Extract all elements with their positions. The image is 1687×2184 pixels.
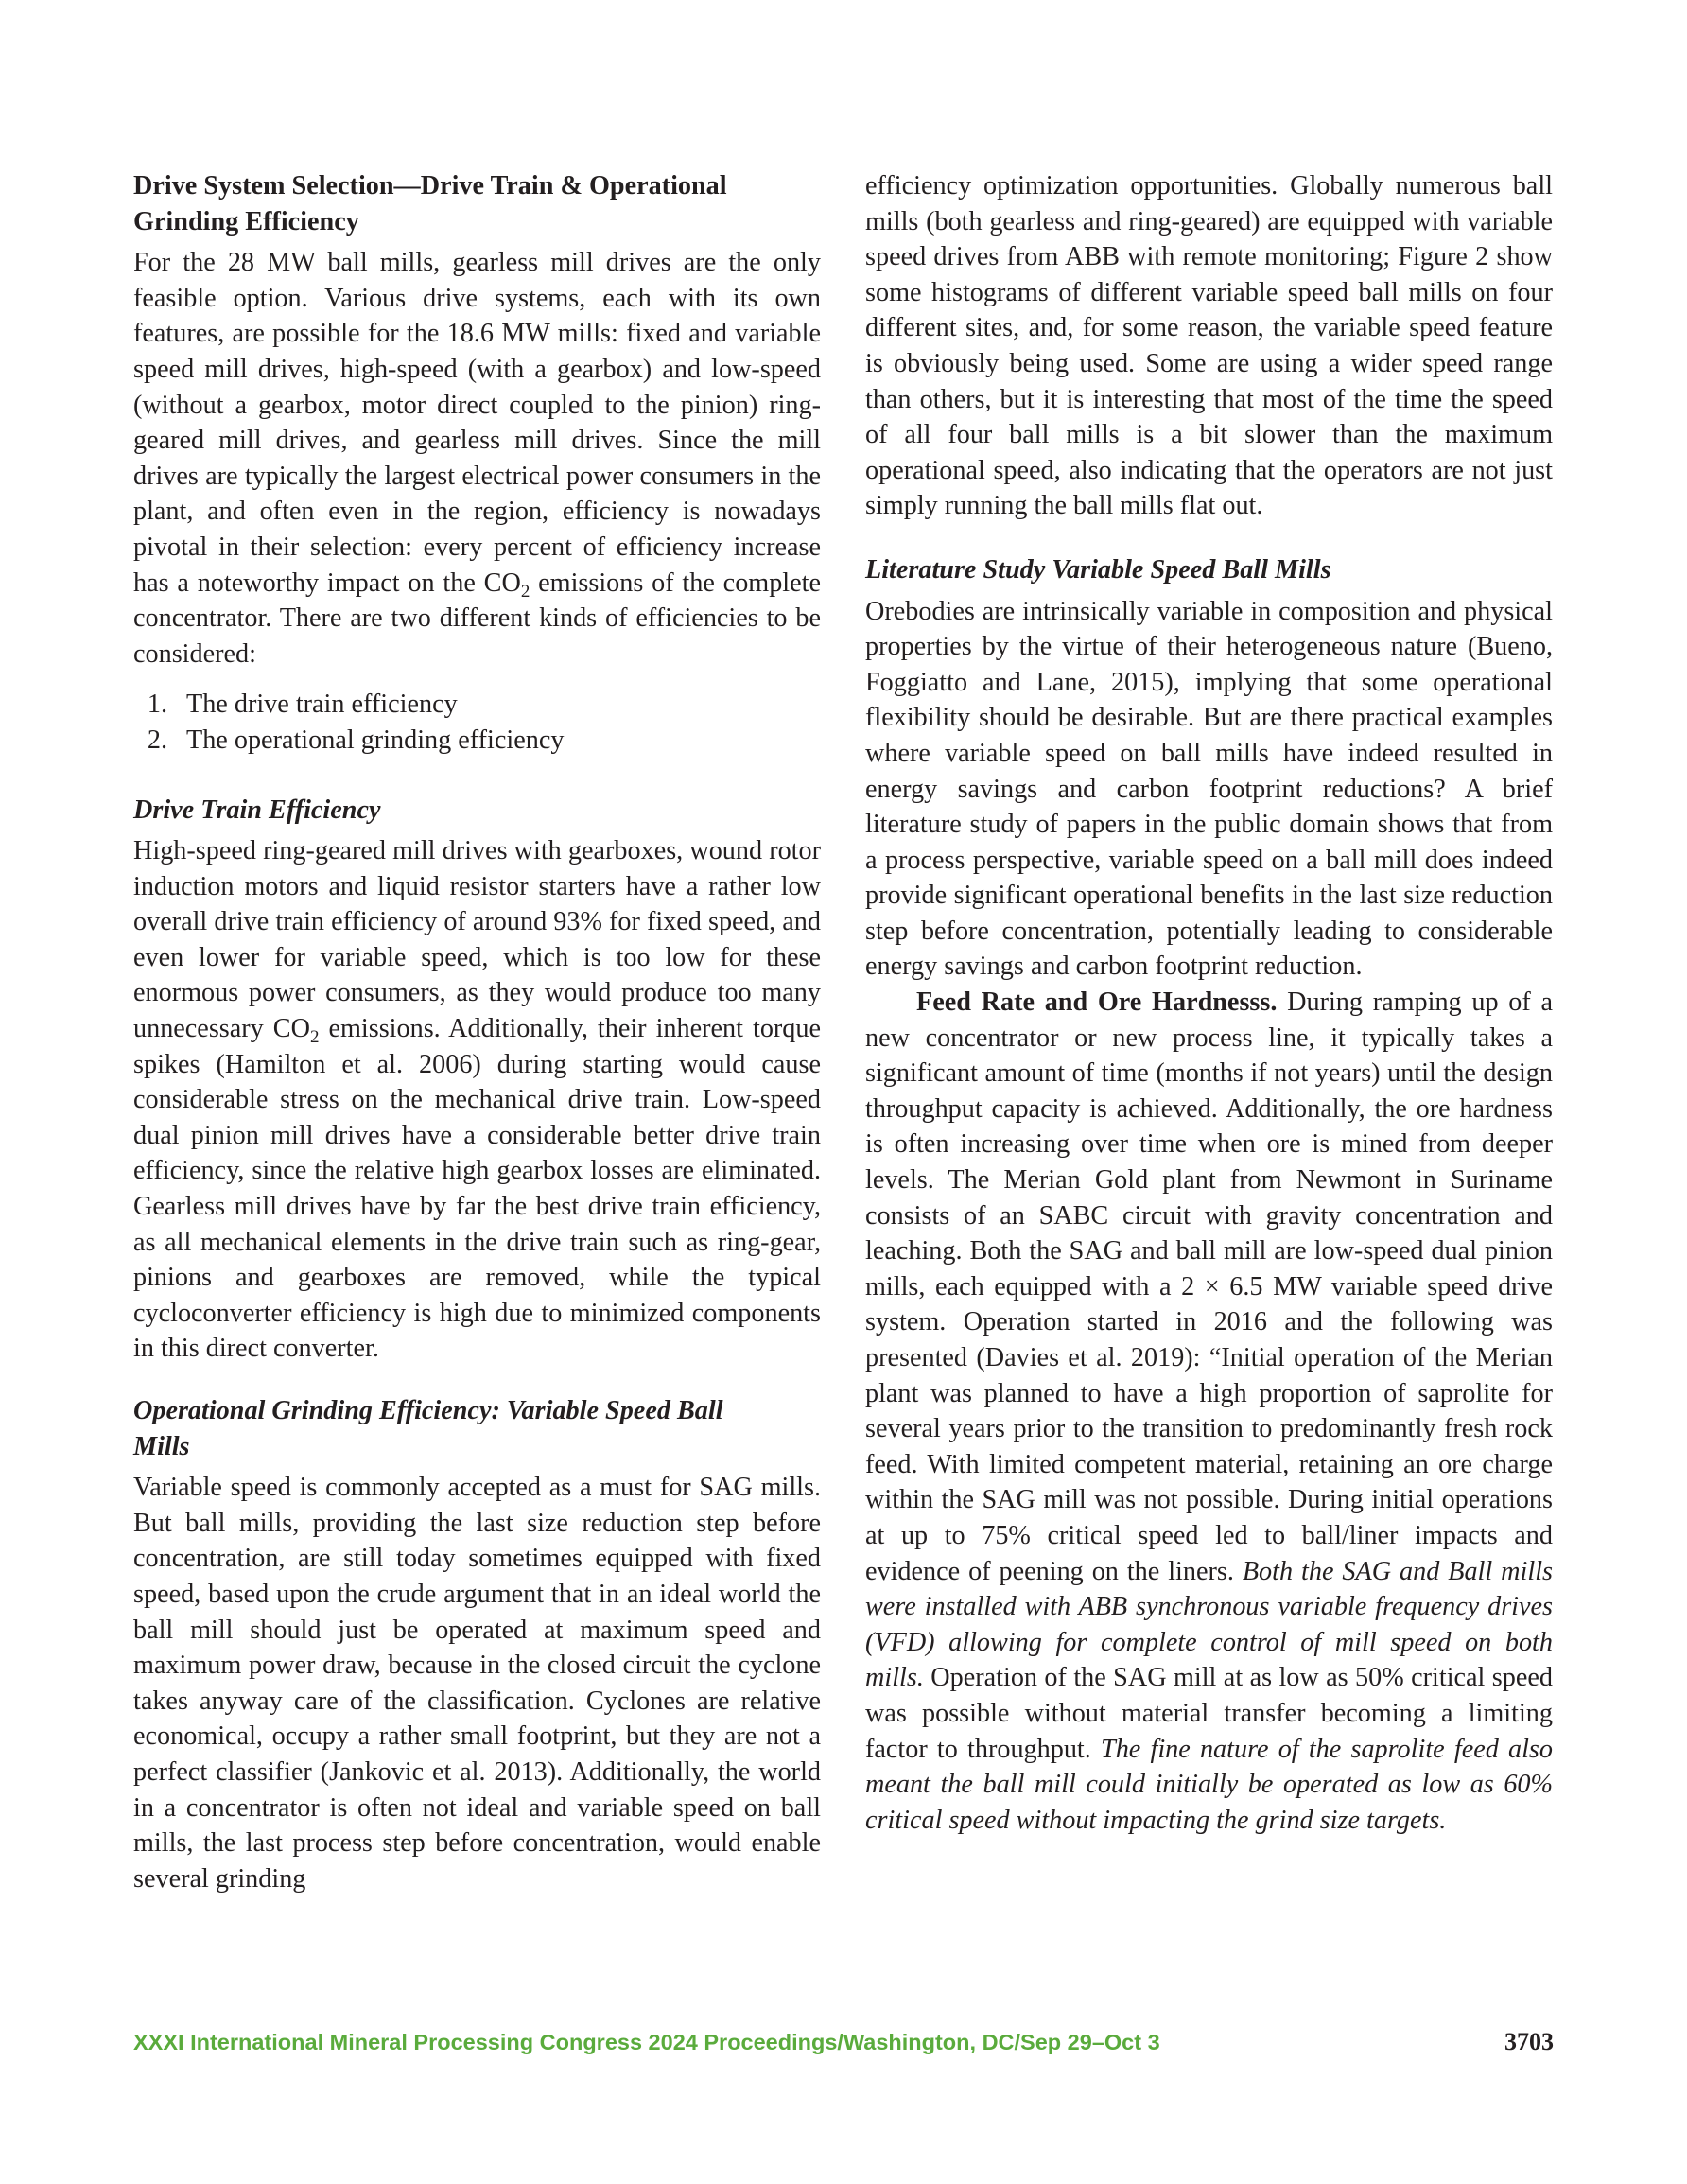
- numbered-list: [133, 687, 821, 758]
- paragraph: Orebodies are intrinsically variable in composition and physical properties by the virtue of their heterogeneous nature (Bueno, Foggiatto and Lane, 2015), implying that some operational flexibility should be desirable. But are there practical examples where variable speed on ball mills have indeed resulted in energy savings and carbon footprint reductions? A brief literature study of papers in the public domain shows that from a process perspective, variable speed on a ball mill does indeed provide significant operational benefits in the last size reduction step before concentration, potentially leading to considerable energy savings and carbon footprint reduction.: [865, 596, 1553, 982]
- paragraph-text: emissions of the complete concentrator. There are two different kinds of efficiencies to be considered:: [133, 568, 821, 669]
- paragraph: [133, 833, 821, 1367]
- subscript: 2: [520, 581, 530, 602]
- subsection-heading: Operational Grinding Efficiency: Variable Speed Ball Mills: [133, 1396, 723, 1461]
- list-text: The operational grinding efficiency: [186, 725, 565, 755]
- paragraph: [865, 985, 1553, 1838]
- paragraph: efficiency optimization opportunities. Globally numerous ball mills (both gearless and ring-geared) are equipped with variable speed drives from ABB with remote monitoring; Figure 2 show some histograms of different variable speed ball mills on four different sites, and, for some reason, the variable speed feature is obviously being used. Some are using a wider speed range than others, but it is interesting that most of the time the speed of all four ball mills is a bit slower than the maximum operational speed, also indicating that the operators are not just simply running the ball mills flat out.: [865, 171, 1553, 521]
- page-footer: [133, 2030, 1554, 2068]
- list-item: [133, 723, 821, 759]
- paragraph-text: emissions. Additionally, their inherent torque spikes (Hamilton et al. 2006) during starting would cause considerable stress on the mechanical drive train. Low-speed dual pinion mill drives have a considerable better drive train efficiency, since the relative high gearbox losses are eliminated. Gearless mill drives have by far the best drive train efficiency, as all mechanical elements in the drive train such as ring-gear, pinions and gearboxes are removed, while the typical cycloconverter efficiency is high due to minimized components in this direct converter.: [133, 1014, 821, 1364]
- quote-emphasis: Both the SAG and Ball mills were installed with ABB synchronous variable frequency drives (VFD) allowing for complete control of mill speed on both mills.: [865, 1556, 1553, 1693]
- subsection-heading: Literature Study Variable Speed Ball Mills: [865, 554, 1331, 585]
- paragraph: Variable speed is commonly accepted as a must for SAG mills. But ball mills, providing the last size reduction step before concentration, are still today sometimes equipped with fixed speed, based upon the crude argument that in an ideal world the ball mill should just be operated at maximum speed and maximum power draw, because in the closed circuit the cyclone takes anyway care of the classification. Cyclones are relative economical, occupy a rather small footprint, but they are not a perfect classifier (Jankovic et al. 2013). Additionally, the world in a concentrator is often not ideal and variable speed on ball mills, the last process step before concentration, would enable several grinding: [133, 1473, 821, 1894]
- subscript: 2: [309, 1027, 320, 1048]
- paragraph-text: High-speed ring-geared mill drives with gearboxes, wound rotor induction motors and liquid resistor starters have a rather low overall drive train efficiency of around 93% for fixed speed, and even lower for variable speed, which is too low for these enormous power consumers, as they would produce too many unnecessary CO: [133, 836, 821, 1044]
- paragraph-text: During ramping up of a new concentrator or new process line, it typically takes a significant amount of time (months if not years) until the design throughput capacity is achieved. Additionally, the ore hardness is often increasing over time when ore is mined from deeper levels. The Merian Gold plant from Newmont in Suriname consists of an SABC circuit with gravity concentration and leaching. Both the SAG and ball mill are low-speed dual pinion mills, each equipped with a 2 × 6.5 MW variable speed drive system. Operation started in 2016 and the following was presented (Davies et al. 2019): “Initial operation of the Merian plant was planned to have a high proportion of saprolite for several years prior to the transition to predominantly fresh rock feed. With limited competent material, retaining an ore charge within the SAG mill was not possible. During initial operations at up to 75% critical speed led to ball/liner impacts and evidence of peening on the liners.: [865, 987, 1553, 1586]
- paragraph-text: Operation of the SAG mill at as low as 50% critical speed was possible without material transfer becoming a limiting factor to throughput.: [865, 1663, 1553, 1764]
- quote-emphasis: The fine nature of the saprolite feed also meant the ball mill could initially be operated as low as 60% critical speed without impacting the grind size targets.: [865, 1734, 1553, 1835]
- right-column: [865, 168, 1553, 1838]
- section-heading: Drive System Selection—Drive Train & Operational Grinding Efficiency: [133, 171, 727, 236]
- subsection-heading: Drive Train Efficiency: [133, 795, 381, 825]
- list-number: 1.: [147, 690, 167, 720]
- footer-proceedings-title: XXXI International Mineral Processing Congress 2024 Proceedings/Washington, DC/Sep 29–Oct 3: [133, 2030, 1160, 2054]
- run-in-heading: Feed Rate and Ore Hardnesss.: [916, 987, 1278, 1018]
- paragraph: [133, 245, 821, 672]
- list-text: The drive train efficiency: [186, 690, 458, 720]
- list-number: 2.: [147, 725, 167, 755]
- left-column: [133, 168, 821, 1896]
- page-number: 3703: [1504, 2028, 1554, 2055]
- list-item: [133, 687, 821, 723]
- paragraph-text: For the 28 MW ball mills, gearless mill drives are the only feasible option. Various drive systems, each with its own features, are possible for the 18.6 MW mills: fixed and variable speed mill drives, high-speed (with a gearbox) and low-speed (without a gearbox, motor direct coupled to the pinion) ring-geared mill drives, and gearless mill drives. Since the mill drives are typically the largest electrical power consumers in the plant, and often even in the region, efficiency is nowadays pivotal in their selection: every percent of efficiency increase has a noteworthy impact on the CO: [133, 248, 821, 598]
